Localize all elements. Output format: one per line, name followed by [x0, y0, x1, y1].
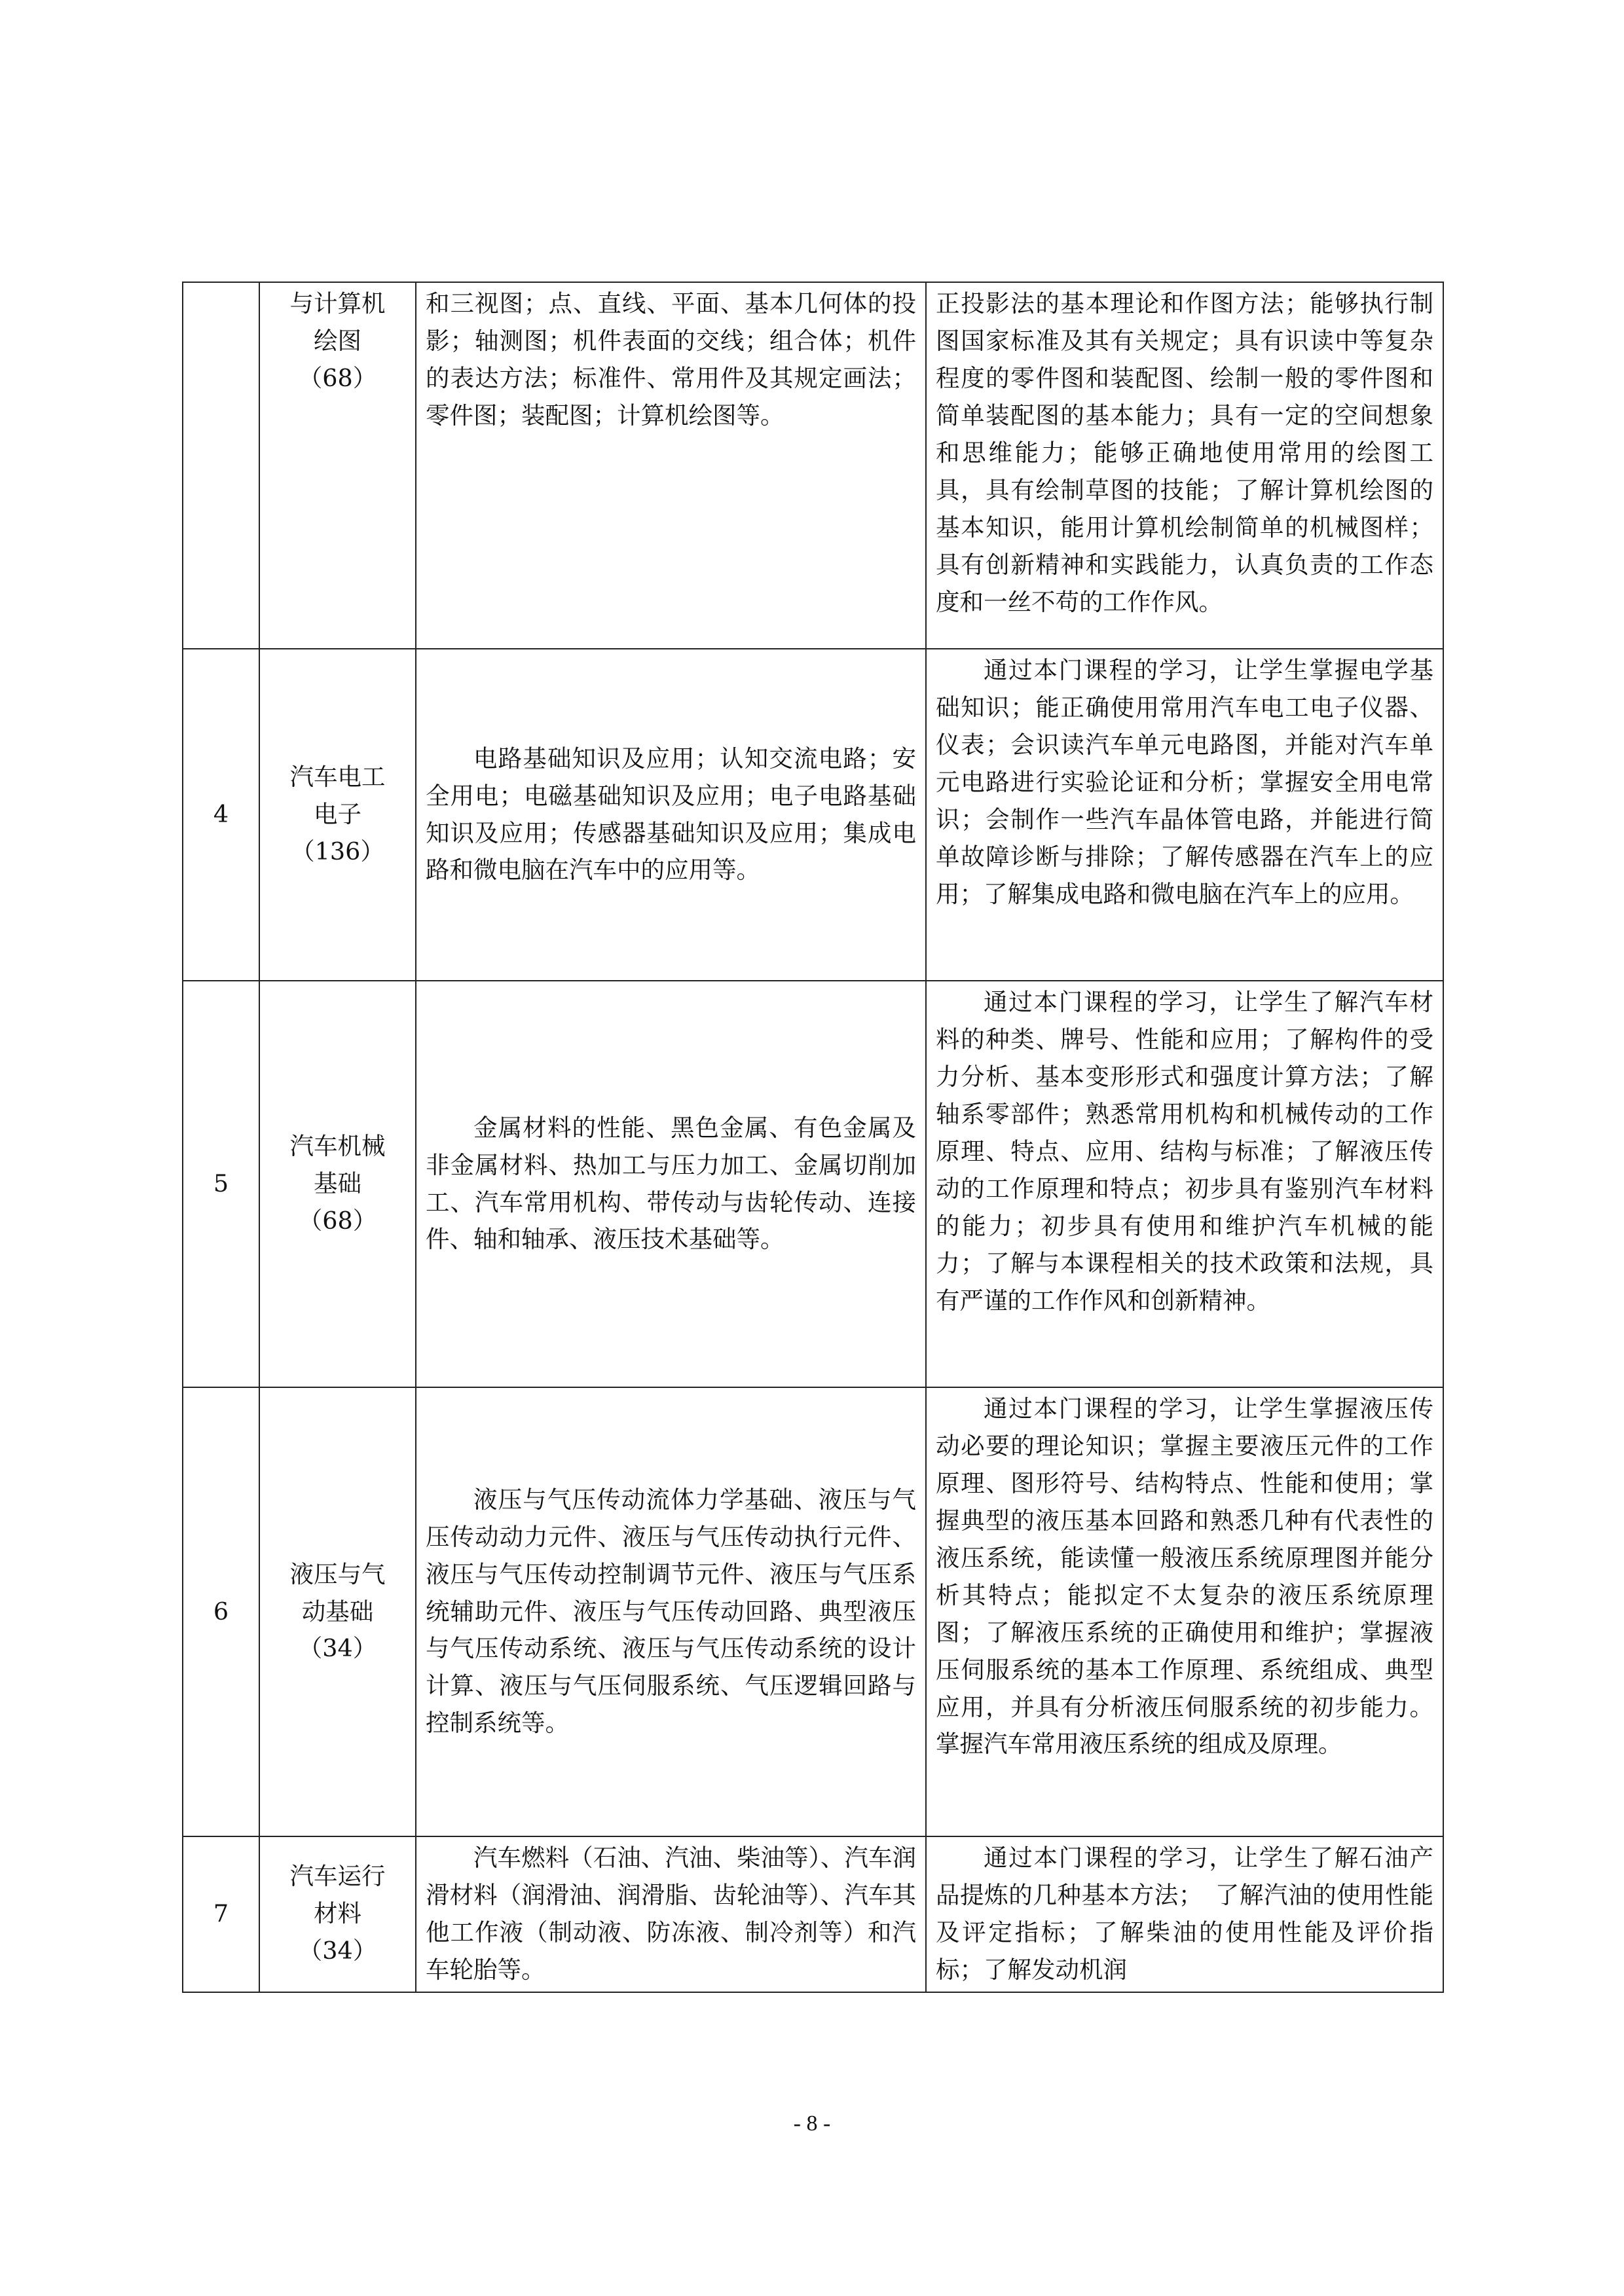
course-goals: 正投影法的基本理论和作图方法；能够执行制图国家标准及其有关规定；具有识读中等复杂程度的零件图和装配图、绘制一般的零件图和简单装配图的基本能力；具有一定的空间想象和思维能力；能够正确地使用常用的绘图工具，具有绘制草图的技能；了解计算机绘图的基本知识，能用计算机绘制简单的机械图样；具有创新精神和实践能力，认真负责的工作态度和一丝不苟的工作作风。 [926, 282, 1443, 649]
course-content: 电路基础知识及应用；认知交流电路；安全用电；电磁基础知识及应用；电子电路基础知识及应用；传感器基础知识及应用；集成电路和微电脑在汽车中的应用等。 [416, 649, 926, 981]
course-name [259, 1387, 416, 1836]
course-name-line: 汽车机械 [289, 1132, 386, 1161]
course-name-line: 汽车运行 [289, 1862, 386, 1891]
row-number: 7 [183, 1836, 259, 1992]
row-number: 6 [183, 1387, 259, 1836]
course-content: 和三视图；点、直线、平面、基本几何体的投影；轴测图；机件表面的交线；组合体；机件的表达方法；标准件、常用件及其规定画法；零件图；装配图；计算机绘图等。 [416, 282, 926, 649]
course-name-line: 动基础 [301, 1597, 374, 1626]
course-name-line: 电子 [314, 800, 361, 829]
course-name-line: 液压与气 [289, 1559, 386, 1588]
course-name-line: 汽车电工 [289, 763, 386, 792]
course-hours: （34） [298, 1937, 377, 1965]
page-number: - 8 - [793, 2111, 831, 2136]
course-content: 液压与气压传动流体力学基础、液压与气压传动动力元件、液压与气压传动执行元件、液压与气压传动控制调节元件、液压与气压系统辅助元件、液压与气压传动回路、典型液压与气压传动系统、液压与气压传动系统的设计计算、液压与气压伺服系统、气压逻辑回路与控制系统等。 [416, 1387, 926, 1836]
table-row [183, 649, 1443, 981]
row-number [183, 282, 259, 649]
course-name-line: 基础 [314, 1169, 361, 1198]
course-goals: 通过本门课程的学习，让学生了解石油产品提炼的几种基本方法； 了解汽油的使用性能及评定指标；了解柴油的使用性能及评价指标；了解发动机润 [926, 1836, 1443, 1992]
course-hours: （136） [291, 837, 384, 866]
course-goals: 通过本门课程的学习，让学生掌握电学基础知识；能正确使用常用汽车电工电子仪器、仪表；会识读汽车单元电路图，并能对汽车单元电路进行实验论证和分析；掌握安全用电常识；会制作一些汽车晶体管电路，并能进行简单故障诊断与排除；了解传感器在汽车上的应用；了解集成电路和微电脑在汽车上的应用。 [926, 649, 1443, 981]
table-row [183, 1387, 1443, 1836]
course-name [259, 282, 416, 649]
course-name-line: 与计算机 [289, 289, 386, 318]
course-name [259, 981, 416, 1387]
course-hours: （68） [298, 363, 377, 392]
course-name [259, 649, 416, 981]
course-goals: 通过本门课程的学习，让学生掌握液压传动必要的理论知识；掌握主要液压元件的工作原理、图形符号、结构特点、性能和使用；掌握典型的液压基本回路和熟悉几种有代表性的液压系统，能读懂一般液压系统原理图并能分析其特点；能拟定不太复杂的液压系统原理图；了解液压系统的正确使用和维护；掌握液压伺服系统的基本工作原理、系统组成、典型应用，并具有分析液压伺服系统的初步能力。掌握汽车常用液压系统的组成及原理。 [926, 1387, 1443, 1836]
course-content: 金属材料的性能、黑色金属、有色金属及非金属材料、热加工与压力加工、金属切削加工、汽车常用机构、带传动与齿轮传动、连接件、轴和轴承、液压技术基础等。 [416, 981, 926, 1387]
course-goals: 通过本门课程的学习，让学生了解汽车材料的种类、牌号、性能和应用；了解构件的受力分析、基本变形形式和强度计算方法；了解轴系零部件；熟悉常用机构和机械传动的工作原理、特点、应用、结构与标准；了解液压传动的工作原理和特点；初步具有鉴别汽车材料的能力；初步具有使用和维护汽车机械的能力；了解与本课程相关的技术政策和法规，具有严谨的工作作风和创新精神。 [926, 981, 1443, 1387]
course-name-line: 绘图 [314, 326, 361, 355]
course-hours: （68） [298, 1206, 377, 1235]
row-number: 4 [183, 649, 259, 981]
table-row [183, 1836, 1443, 1992]
course-hours: （34） [298, 1634, 377, 1663]
row-number: 5 [183, 981, 259, 1387]
table-row [183, 981, 1443, 1387]
course-name-line: 材料 [314, 1899, 361, 1928]
course-name [259, 1836, 416, 1992]
table-row [183, 282, 1443, 649]
course-table [182, 282, 1444, 1993]
course-content: 汽车燃料（石油、汽油、柴油等）、汽车润滑材料（润滑油、润滑脂、齿轮油等）、汽车其他工作液（制动液、防冻液、制冷剂等）和汽车轮胎等。 [416, 1836, 926, 1992]
